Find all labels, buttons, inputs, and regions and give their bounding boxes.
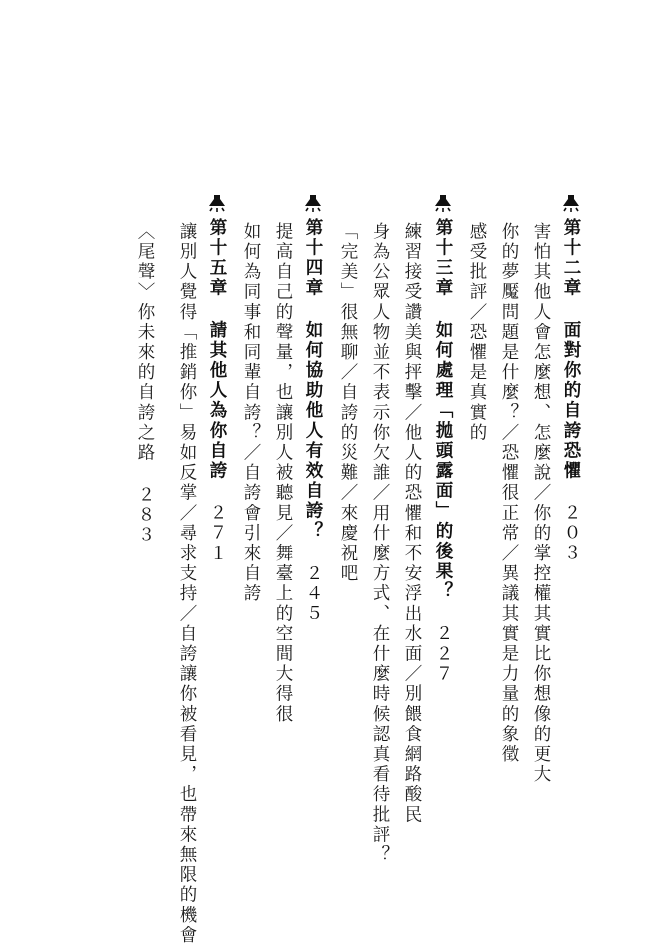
chapter-14-number: 第十四章 — [303, 218, 323, 299]
chapter-12-line-2: 你的夢魘問題是什麼？／恐懼很正常／異議其實是力量的象徵 — [499, 222, 519, 765]
chapter-14-title: 如何協助他人有效自誇？ — [303, 320, 323, 542]
chapter-13-line-1: 練習接受讚美與抨擊／他人的恐懼和不安浮出水面／別餵食網路酸民 — [402, 222, 422, 825]
megaphone-icon — [302, 192, 324, 214]
megaphone-icon — [432, 192, 454, 214]
megaphone-icon — [206, 192, 228, 214]
epilogue-page: ２８３ — [135, 485, 155, 546]
chapter-14-heading — [298, 192, 328, 624]
chapter-15-title: 請其他人為你自誇 — [207, 320, 227, 482]
chapter-15-heading — [202, 192, 232, 564]
chapter-14-page: ２４５ — [303, 563, 323, 624]
megaphone-icon — [560, 192, 582, 214]
chapter-13-heading — [428, 192, 458, 684]
chapter-15-number: 第十五章 — [207, 218, 227, 299]
chapter-12-line-3: 感受批評／恐懼是真實的 — [467, 222, 487, 444]
chapter-13-number: 第十三章 — [433, 218, 453, 299]
chapter-13-page: ２２７ — [433, 623, 453, 685]
epilogue-label: 〈尾聲〉你未來的自誇之路 — [135, 222, 155, 464]
chapter-13-line-2: 身為公眾人物並不表示你欠誰／用什麼方式、在什麼時候認真看待批評？ — [370, 222, 390, 866]
chapter-12-page: ２０３ — [561, 503, 581, 564]
chapter-15-page: ２７１ — [207, 503, 227, 564]
chapter-13-title: 如何處理「拋頭露面」的後果？ — [433, 320, 453, 602]
chapter-15-line-1: 讓別人覺得「推銷你」易如反掌／尋求支持／自誇讓你被看見，也帶來無限的機會 — [177, 222, 197, 946]
chapter-12-line-1: 害怕其他人會怎麼想、怎麼說／你的掌控權其實比你想像的更大 — [531, 222, 551, 785]
epilogue-entry — [130, 222, 160, 546]
chapter-12-title: 面對你的自誇恐懼 — [561, 320, 581, 482]
chapter-12-number: 第十二章 — [561, 218, 581, 299]
chapter-14-line-1: 提高自己的聲量，也讓別人被聽見／舞臺上的空間大得很 — [273, 222, 293, 725]
chapter-14-line-2: 如何為同事和同輩自誇？／自誇會引來自誇 — [241, 222, 261, 604]
chapter-12-heading — [556, 192, 586, 564]
chapter-13-line-3: 「完美」很無聊／自誇的災難／來慶祝吧 — [338, 222, 358, 584]
